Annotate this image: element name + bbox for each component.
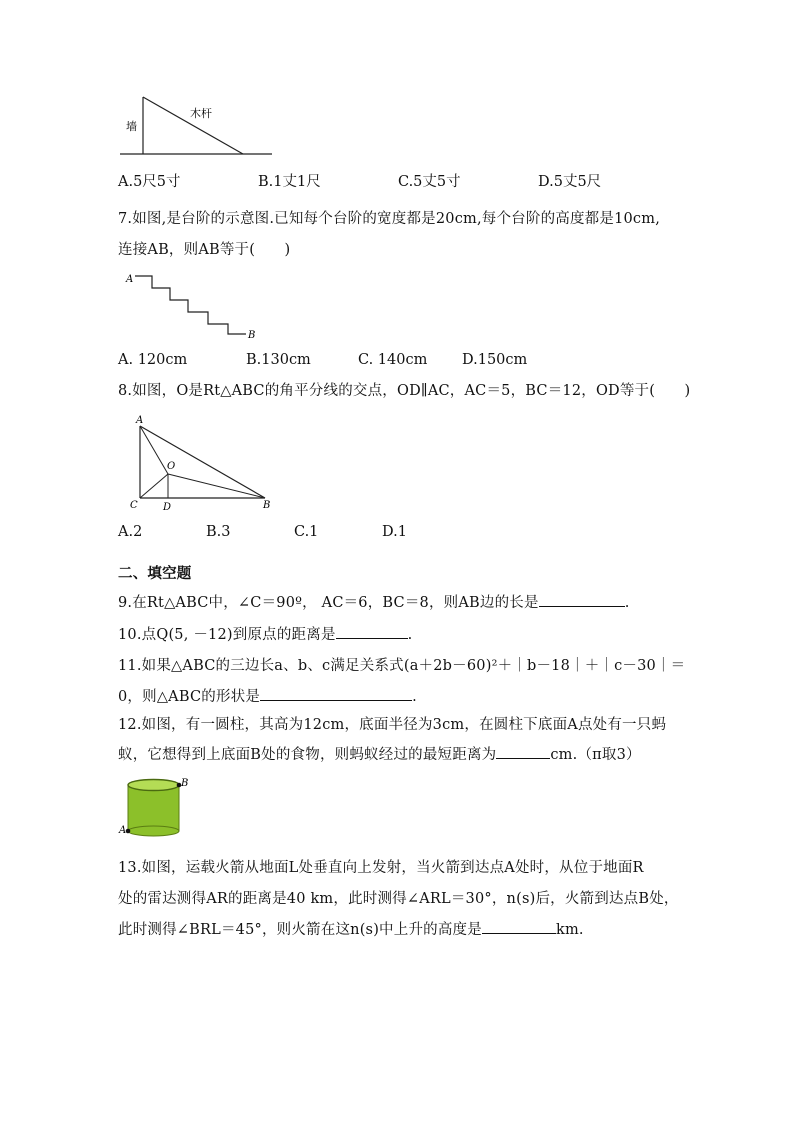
- q11-end: .: [412, 689, 417, 705]
- triangle-label-a: A: [136, 415, 144, 426]
- stairs-figure: [120, 268, 270, 344]
- segment-co: [140, 474, 168, 498]
- q11-text: 0，则△ABC的形状是: [118, 689, 261, 705]
- stairs-label-a: A: [126, 274, 134, 285]
- segment-ao: [140, 426, 168, 474]
- wall-pole-figure: [115, 90, 280, 160]
- q8-option-b: B.3: [206, 524, 231, 540]
- q6-option-d: D.5丈5尺: [538, 174, 602, 190]
- cylinder-label-b: B: [181, 778, 189, 789]
- q8-line-1: 8.如图，O是Rt△ABC的角平分线的交点，OD∥AC，AC＝5，BC＝12，OD等于( ): [118, 383, 691, 399]
- pole-label: 木杆: [190, 107, 212, 120]
- wall-label: 墙: [126, 120, 137, 133]
- q7-option-c: C. 140cm: [358, 352, 428, 368]
- cylinder-figure: [118, 775, 193, 840]
- q7-option-d: D.150cm: [462, 352, 528, 368]
- q13-line-3: [118, 918, 584, 939]
- q9-answer-blank[interactable]: [539, 592, 625, 607]
- q7-option-b: B.130cm: [246, 352, 311, 368]
- q8-option-c: C.1: [294, 524, 319, 540]
- q10-line: [118, 623, 412, 644]
- q11-line-1: 11.如果△ABC的三边长a、b、c满足关系式(a＋2b－60)²＋｜b－18｜＋｜c－30｜＝: [118, 658, 686, 674]
- q9-end: .: [624, 595, 630, 611]
- triangle-label-o: O: [167, 461, 176, 472]
- q7-line-2: 连接AB，则AB等于( ): [118, 242, 291, 258]
- cylinder-top: [128, 780, 179, 791]
- q13-line-2: 处的雷达测得AR的距离是40 km，此时测得∠ARL＝30°，n(s)后，火箭到达点B处，: [118, 891, 679, 907]
- cylinder-bottom: [128, 826, 179, 836]
- q11-answer-blank[interactable]: [260, 686, 412, 701]
- stairs-label-b: B: [248, 330, 256, 341]
- section-2-title: 二、填空题: [118, 565, 192, 582]
- q10-text: 10.点Q(5, －12)到原点的距离是: [118, 627, 336, 643]
- q12-end: cm.（π取3）: [550, 747, 641, 763]
- q13-text: 此时测得∠BRL＝45°，则火箭在这n(s)中上升的高度是: [118, 922, 482, 938]
- cylinder-label-a: A: [119, 825, 127, 836]
- q12-text: 蚁，它想得到上底面B处的食物，则蚂蚁经过的最短距离为: [118, 747, 497, 763]
- side-ab: [140, 426, 265, 498]
- q13-answer-blank[interactable]: [482, 919, 556, 934]
- triangle-label-c: C: [130, 500, 138, 511]
- q9-text: 9.在Rt△ABC中，∠C＝90º， AC＝6，BC＝8，则AB边的长是: [118, 595, 539, 611]
- q7-line-1: 7.如图,是台阶的示意图.已知每个台阶的宽度都是20cm,每个台阶的高度都是10cm,: [118, 211, 661, 227]
- point-a-dot: [126, 829, 131, 834]
- q8-option-a: A.2: [118, 524, 143, 540]
- q9-line: [118, 591, 630, 612]
- cylinder-body: [128, 785, 179, 831]
- q6-option-a: A.5尺5寸: [118, 174, 181, 190]
- q12-line-1: 12.如图，有一圆柱，其高为12cm，底面半径为3cm，在圆柱下底面A点处有一只蚂: [118, 717, 667, 733]
- triangle-label-b: B: [263, 500, 271, 511]
- q12-answer-blank[interactable]: [496, 744, 550, 759]
- pole-line: [143, 97, 243, 154]
- triangle-label-d: D: [163, 502, 172, 513]
- q10-answer-blank[interactable]: [336, 624, 408, 639]
- q11-line-2: [118, 685, 417, 706]
- stairs-path: [135, 276, 246, 334]
- q6-option-c: C.5丈5寸: [398, 174, 461, 190]
- q13-line-1: 13.如图，运载火箭从地面L处垂直向上发射，当火箭到达点A处时，从位于地面R: [118, 860, 644, 876]
- q8-option-d: D.1: [382, 524, 407, 540]
- q13-end: km.: [555, 922, 584, 938]
- q10-end: .: [407, 627, 413, 643]
- q6-option-b: B.1丈1尺: [258, 174, 321, 190]
- segment-bo: [168, 474, 265, 498]
- q7-option-a: A. 120cm: [118, 352, 188, 368]
- q12-line-2: [118, 743, 641, 764]
- triangle-figure: [122, 410, 282, 518]
